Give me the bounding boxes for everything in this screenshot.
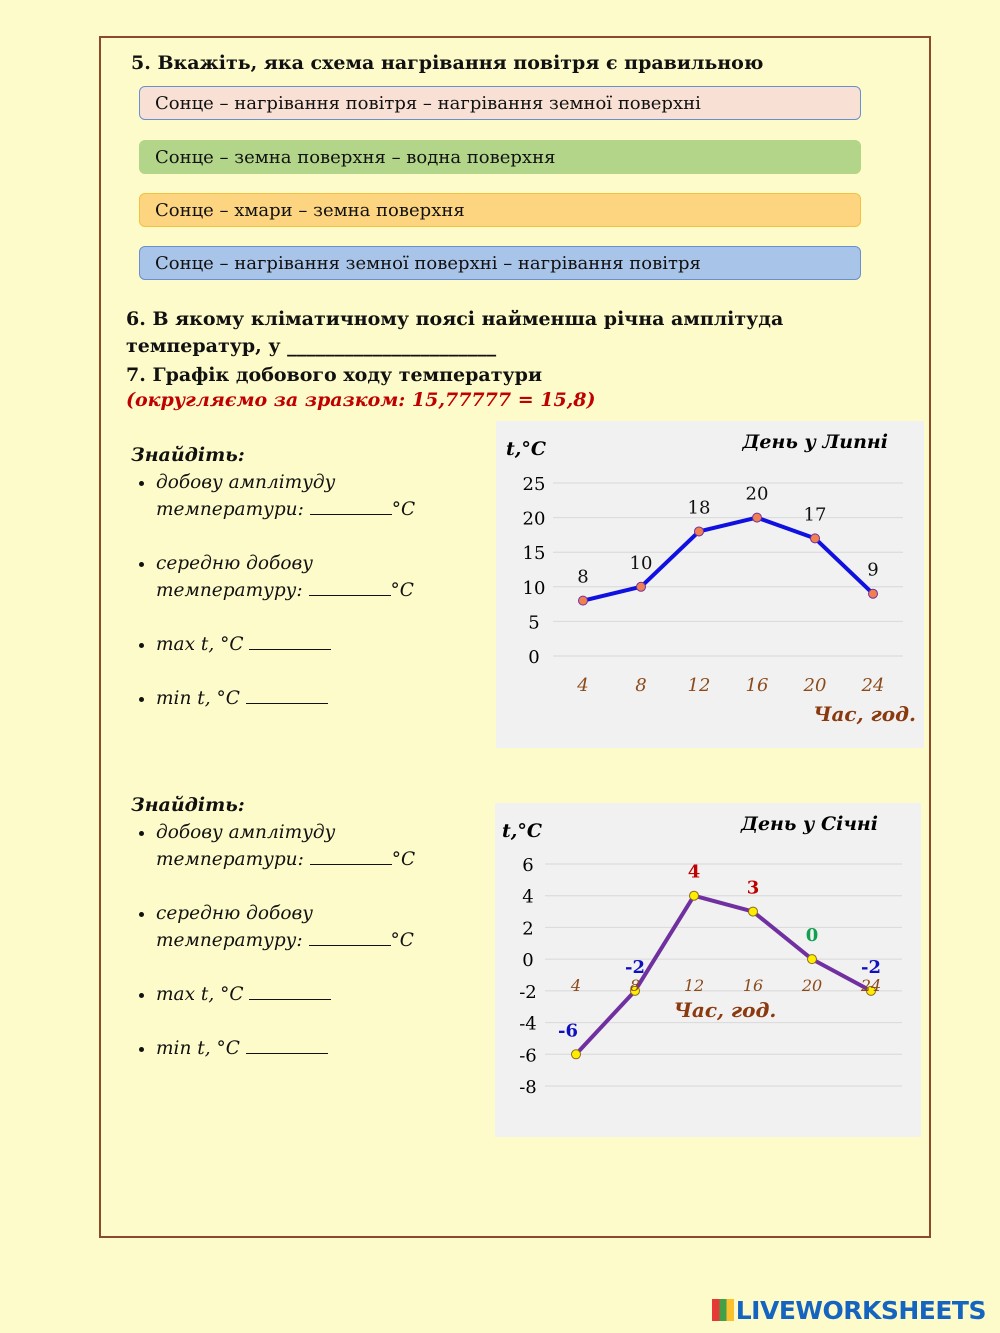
liveworksheets-logo: [712, 1296, 986, 1325]
x-tick-label: 24: [860, 976, 882, 995]
label: температури:: [156, 849, 304, 870]
data-point: [690, 891, 699, 900]
x-tick-label: 16: [745, 675, 769, 696]
y-tick-label: -2: [519, 981, 537, 1003]
y-tick-label: 0: [522, 950, 534, 972]
x-tick-label: 8: [629, 976, 641, 995]
data-point: [808, 955, 817, 964]
task-average: [156, 550, 471, 604]
y-tick-label: 20: [522, 508, 546, 530]
x-tick-label: 12: [687, 675, 711, 696]
task-block-january: [131, 792, 471, 1089]
x-tick-label: 20: [801, 976, 823, 995]
answer-option-3[interactable]: Сонце – хмари – земна поверхня: [139, 193, 861, 227]
data-point: [753, 513, 762, 522]
label: середню добову: [156, 903, 313, 924]
label: min t, °C: [156, 688, 240, 709]
label: середню добову: [156, 553, 313, 574]
series-line: [583, 518, 873, 601]
data-point: [811, 534, 820, 543]
task-min: [156, 1035, 471, 1062]
amplitude-input[interactable]: [310, 846, 392, 865]
answer-option-1[interactable]: Сонце – нагрівання повітря – нагрівання земної поверхні: [139, 86, 861, 120]
answer-option-4[interactable]: Сонце – нагрівання земної поверхні – нагрівання повітря: [139, 246, 861, 280]
task-average: [156, 900, 471, 954]
question-5-title: 5. Вкажіть, яка схема нагрівання повітря є правильною: [131, 52, 764, 74]
chart-title: День у Липні: [742, 431, 888, 453]
label: добову амплітуду: [156, 472, 336, 493]
july-temperature-chart: [496, 421, 924, 748]
y-tick-label: -4: [519, 1013, 537, 1035]
data-point: [869, 589, 878, 598]
task-amplitude: [156, 469, 471, 523]
data-point: [572, 1050, 581, 1059]
amplitude-input[interactable]: [310, 496, 392, 515]
x-tick-label: 24: [861, 675, 885, 696]
label: температуру:: [156, 580, 303, 601]
data-label: -2: [625, 956, 645, 978]
data-label: 9: [867, 559, 879, 581]
x-axis-label: Час, год.: [813, 702, 916, 726]
label: max t, °C: [156, 984, 244, 1005]
x-tick-label: 16: [742, 976, 764, 995]
data-label: 3: [746, 877, 760, 899]
x-axis-label: Час, год.: [673, 998, 777, 1022]
y-tick-label: -6: [519, 1045, 537, 1067]
logo-icon: [712, 1299, 734, 1321]
data-point: [749, 907, 758, 916]
series-line: [576, 896, 871, 1055]
x-tick-label: 4: [577, 675, 589, 696]
question-7-title: 7. Графік добового ходу температури: [126, 364, 543, 386]
y-tick-label: 6: [522, 855, 534, 876]
data-point: [695, 527, 704, 536]
x-tick-label: 4: [570, 976, 582, 995]
y-axis-label: t,°C: [502, 820, 543, 842]
y-tick-label: 5: [528, 612, 540, 634]
y-tick-label: 4: [522, 886, 534, 908]
x-tick-label: 8: [635, 675, 647, 696]
x-tick-label: 12: [683, 976, 705, 995]
data-label: 0: [805, 925, 819, 947]
rounding-note: (округляємо за зразком: 15,77777 = 15,8): [126, 389, 596, 411]
data-point: [579, 596, 588, 605]
data-label: -2: [861, 956, 881, 978]
task-max: [156, 981, 471, 1008]
unit: °C: [390, 930, 414, 951]
data-label: 20: [745, 483, 769, 505]
question-6: [126, 306, 783, 360]
average-input[interactable]: [309, 927, 391, 946]
question-6-line2[interactable]: температур, у ______________________: [126, 335, 497, 357]
label: max t, °C: [156, 634, 244, 655]
label: температури:: [156, 499, 304, 520]
y-axis-label: t,°C: [506, 438, 547, 460]
data-label: 8: [577, 566, 589, 588]
task-block-july: [131, 442, 471, 739]
y-tick-label: 15: [522, 543, 546, 565]
y-tick-label: 10: [522, 577, 546, 599]
answer-option-2[interactable]: Сонце – земна поверхня – водна поверхня: [139, 140, 861, 174]
task-heading: Знайдіть:: [131, 794, 245, 816]
max-input[interactable]: [249, 631, 331, 650]
data-label: -6: [558, 1020, 578, 1042]
y-tick-label: 25: [522, 474, 546, 495]
x-tick-label: 20: [803, 675, 827, 696]
data-label: 17: [803, 504, 827, 526]
min-input[interactable]: [246, 685, 328, 704]
y-tick-label: -8: [519, 1077, 537, 1098]
data-label: 10: [629, 552, 653, 574]
task-heading: Знайдіть:: [131, 444, 245, 466]
logo-text: LIVEWORKSHEETS: [735, 1296, 986, 1325]
question-6-line1: 6. В якому кліматичному поясі найменша річна амплітуда: [126, 308, 784, 330]
chart-title: День у Січні: [741, 813, 878, 835]
y-tick-label: 2: [522, 918, 534, 940]
max-input[interactable]: [249, 981, 331, 1000]
data-point: [637, 582, 646, 591]
label: добову амплітуду: [156, 822, 336, 843]
task-min: [156, 685, 471, 712]
task-amplitude: [156, 819, 471, 873]
label: min t, °C: [156, 1038, 240, 1059]
task-max: [156, 631, 471, 658]
average-input[interactable]: [309, 577, 391, 596]
data-label: 18: [687, 497, 711, 519]
january-temperature-chart: [495, 803, 921, 1137]
label: температуру:: [156, 930, 303, 951]
min-input[interactable]: [246, 1035, 328, 1054]
y-tick-label: 0: [528, 647, 540, 668]
unit: °C: [391, 849, 416, 870]
unit: °C: [391, 499, 416, 520]
data-label: 4: [687, 861, 701, 883]
unit: °C: [390, 580, 414, 601]
